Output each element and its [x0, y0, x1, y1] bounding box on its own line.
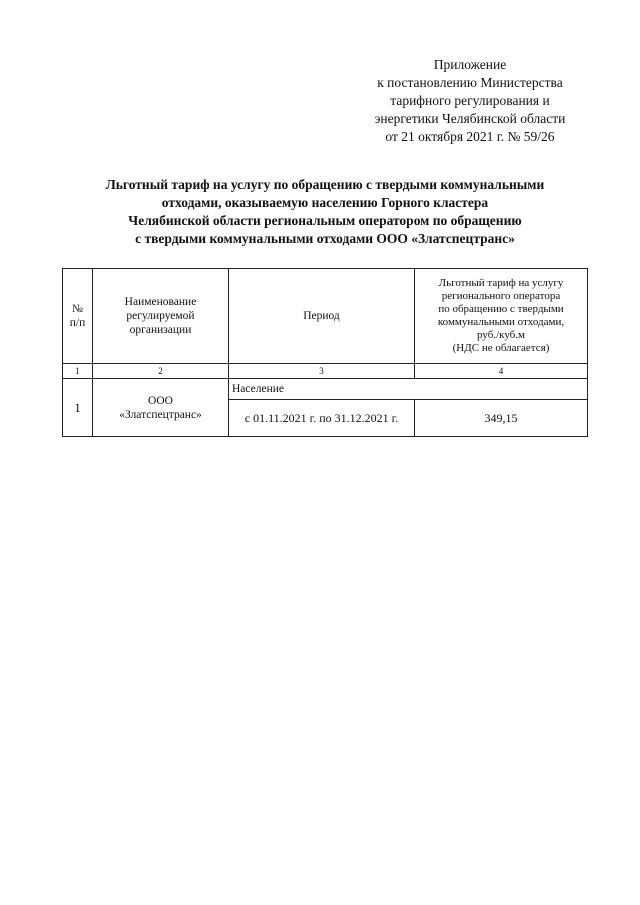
title-line: Льготный тариф на услугу по обращению с твердыми коммунальными [105, 177, 545, 192]
title-line: с твердыми коммунальными отходами ООО «Златспецтранс» [135, 231, 515, 246]
header-org [93, 269, 229, 364]
header-num-line: № [72, 303, 83, 315]
appendix-line: энергетики Челябинской области [374, 111, 566, 126]
title-line: отходами, оказываемую населению Горного кластера [161, 195, 489, 210]
header-tariff-line: Льготный тариф на услугу [438, 277, 564, 289]
title-line: Челябинской области региональным оператором по обращению [128, 213, 522, 228]
header-period: Период [229, 269, 415, 364]
header-tariff-line: по обращению с твердыми [438, 303, 564, 315]
column-number: 4 [415, 364, 588, 379]
header-row [63, 269, 588, 364]
column-number: 2 [93, 364, 229, 379]
column-number-row [63, 364, 588, 379]
column-number: 3 [229, 364, 415, 379]
document-title [60, 176, 590, 248]
row-tariff: 349,15 [415, 400, 588, 437]
row-group-label: Население [229, 379, 588, 400]
header-tariff-line: руб./куб.м [477, 329, 525, 341]
table-row [63, 379, 588, 400]
header-tariff-line: (НДС не облагается) [452, 342, 550, 354]
header-org-line: регулируемой [126, 310, 195, 322]
column-number: 1 [63, 364, 93, 379]
row-organization-line: ООО [148, 394, 173, 407]
appendix-line: Приложение [433, 57, 507, 72]
row-number: 1 [63, 379, 93, 437]
tariff-table [62, 268, 588, 437]
appendix-line: тарифного регулирования и [390, 93, 550, 108]
header-num-line: п/п [69, 317, 86, 329]
appendix-block [362, 56, 578, 146]
header-tariff [415, 269, 588, 364]
header-num [63, 269, 93, 364]
row-period: с 01.11.2021 г. по 31.12.2021 г. [229, 400, 415, 437]
header-org-line: Наименование [124, 296, 197, 308]
row-organization [93, 379, 229, 437]
appendix-line: от 21 октября 2021 г. № 59/26 [385, 129, 555, 144]
header-tariff-line: регионального оператора [441, 290, 561, 302]
header-org-line: организации [129, 324, 192, 336]
header-tariff-line: коммунальными отходами, [437, 316, 565, 328]
row-organization-line: «Златспецтранс» [119, 408, 202, 421]
appendix-line: к постановлению Министерства [377, 75, 563, 90]
